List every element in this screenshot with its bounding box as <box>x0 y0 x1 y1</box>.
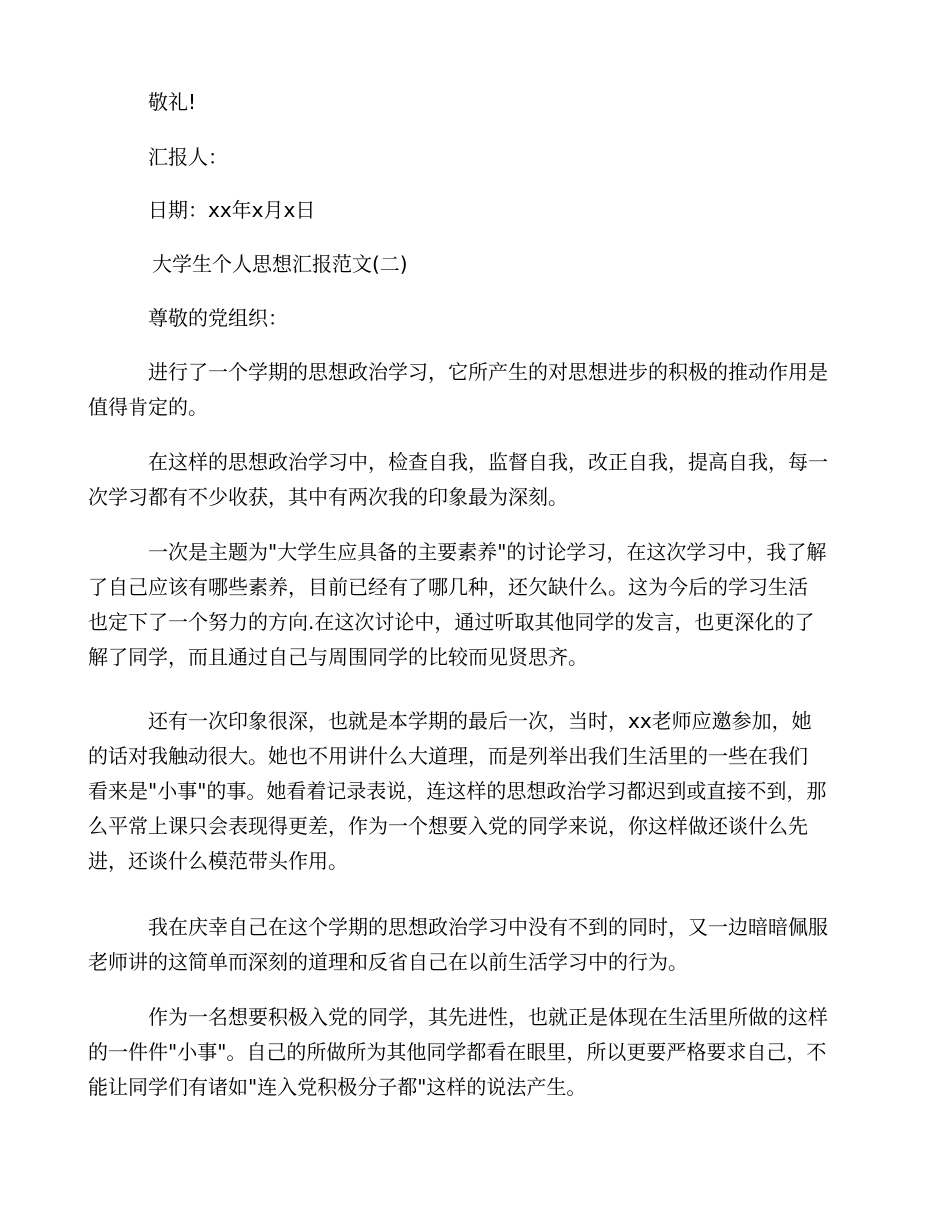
paragraph-5: 我在庆幸自己在这个学期的思想政治学习中没有不到的同时，又一边暗暗佩服 老师讲的这简单而深刻的道理和反省自己在以前生活学习中的行为。 <box>88 915 828 974</box>
paragraph-6: 作为一名想要积极入党的同学，其先进性，也就正是体现在生活里所做的这样 的一件件"小事"。自己的所做所为其他同学都看在眼里，所以更要严格要求自己，不 能让同学们有诸如"连入党积极分子都"这样的说法产生。 <box>88 1005 828 1099</box>
greeting: 尊敬的党组织： <box>148 306 288 330</box>
date-line: 日期：xx年x月x日 <box>148 198 316 222</box>
closing-salute: 敬礼! <box>148 90 197 114</box>
paragraph-3: 一次是主题为"大学生应具备的主要素养"的讨论学习，在这次学习中，我了解 了自己应该有哪些素养，目前已经有了哪几种，还欠缺什么。这为今后的学习生活 也定下了一个努力的方向.在这次讨论中，通过听取其他同学的发言，也更深化的了 解了同学，而且通过自己与周围同学的比较而见贤思齐。 <box>88 540 827 669</box>
paragraph-2: 在这样的思想政治学习中，检查自我，监督自我，改正自我，提高自我，每一 次学习都有不少收获，其中有两次我的印象最为深刻。 <box>88 450 828 509</box>
paragraph-1: 进行了一个学期的思想政治学习，它所产生的对思想进步的积极的推动作用是 值得肯定的。 <box>88 360 828 419</box>
section-title: 大学生个人思想汇报范文(二) <box>152 252 408 276</box>
reporter-label: 汇报人： <box>148 145 228 169</box>
paragraph-4: 还有一次印象很深，也就是本学期的最后一次，当时，xx老师应邀参加，她 的话对我触动很大。她也不用讲什么大道理，而是列举出我们生活里的一些在我们 看来是"小事"的事。她看着记录表说，连这样的思想政治学习都迟到或直接不到，那 么平常上课只会表现得更差，作为一个想要入党的同学来说，你这样做还谈什么先 进，还谈什么模范带头作用。 <box>88 709 827 873</box>
